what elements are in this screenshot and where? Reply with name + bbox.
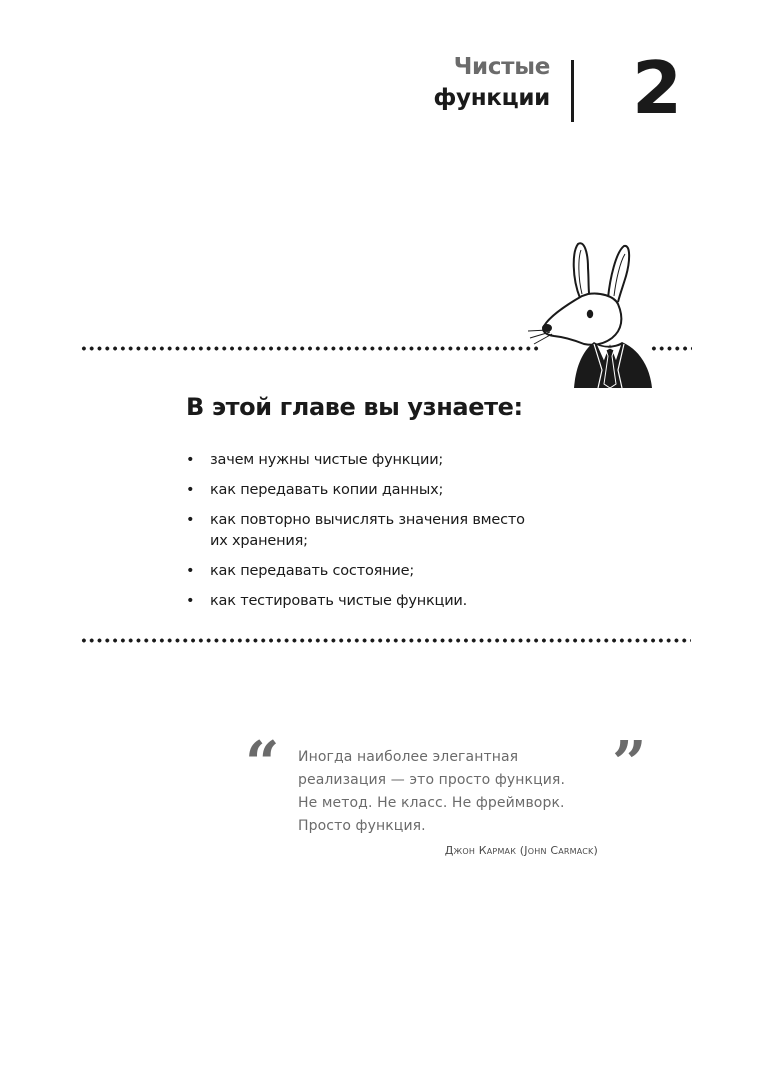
bullet-icon: • xyxy=(186,563,195,579)
chapter-divider xyxy=(571,60,574,122)
list-item xyxy=(186,510,586,552)
bullet-icon: • xyxy=(186,593,195,609)
list-item xyxy=(186,561,586,582)
epigraph-line: Просто функция. xyxy=(298,818,426,834)
chapter-goals-list xyxy=(186,450,586,621)
epigraph-author: Джон Кармак (John Carmack) xyxy=(444,844,598,857)
chapter-title xyxy=(434,52,551,114)
open-quote-icon: “ xyxy=(245,729,280,799)
epigraph-line: Не метод. Не класс. Не фреймворк. xyxy=(298,795,565,811)
dotted-rule-top xyxy=(80,346,540,351)
list-item-text: как передавать копии данных; xyxy=(210,482,444,498)
dotted-rule-bottom xyxy=(80,638,691,643)
list-item-text: зачем нужны чистые функции; xyxy=(210,452,444,468)
bullet-icon: • xyxy=(186,512,195,528)
list-item-text: как тестировать чистые функции. xyxy=(210,593,468,609)
epigraph-text xyxy=(298,746,608,838)
list-item-text-continued: их хранения; xyxy=(210,533,308,549)
list-item-text: как передавать состояние; xyxy=(210,563,415,579)
bullet-icon: • xyxy=(186,452,195,468)
list-item xyxy=(186,591,586,612)
list-item xyxy=(186,480,586,501)
list-item xyxy=(186,450,586,471)
close-quote-icon: ” xyxy=(612,729,647,799)
chapter-number: 2 xyxy=(631,46,683,130)
chapter-title-line2: функции xyxy=(433,85,550,111)
epigraph-line: Иногда наиболее элегантная xyxy=(298,749,519,765)
epigraph-line: реализация — это просто функция. xyxy=(298,772,565,788)
chapter-goals-heading: В этой главе вы узнаете: xyxy=(186,393,523,421)
rabbit-in-suit-icon xyxy=(528,238,668,390)
chapter-title-line1: Чистые xyxy=(453,54,550,80)
list-item-text: как повторно вычислять значения вместо xyxy=(210,512,525,528)
bullet-icon: • xyxy=(186,482,195,498)
